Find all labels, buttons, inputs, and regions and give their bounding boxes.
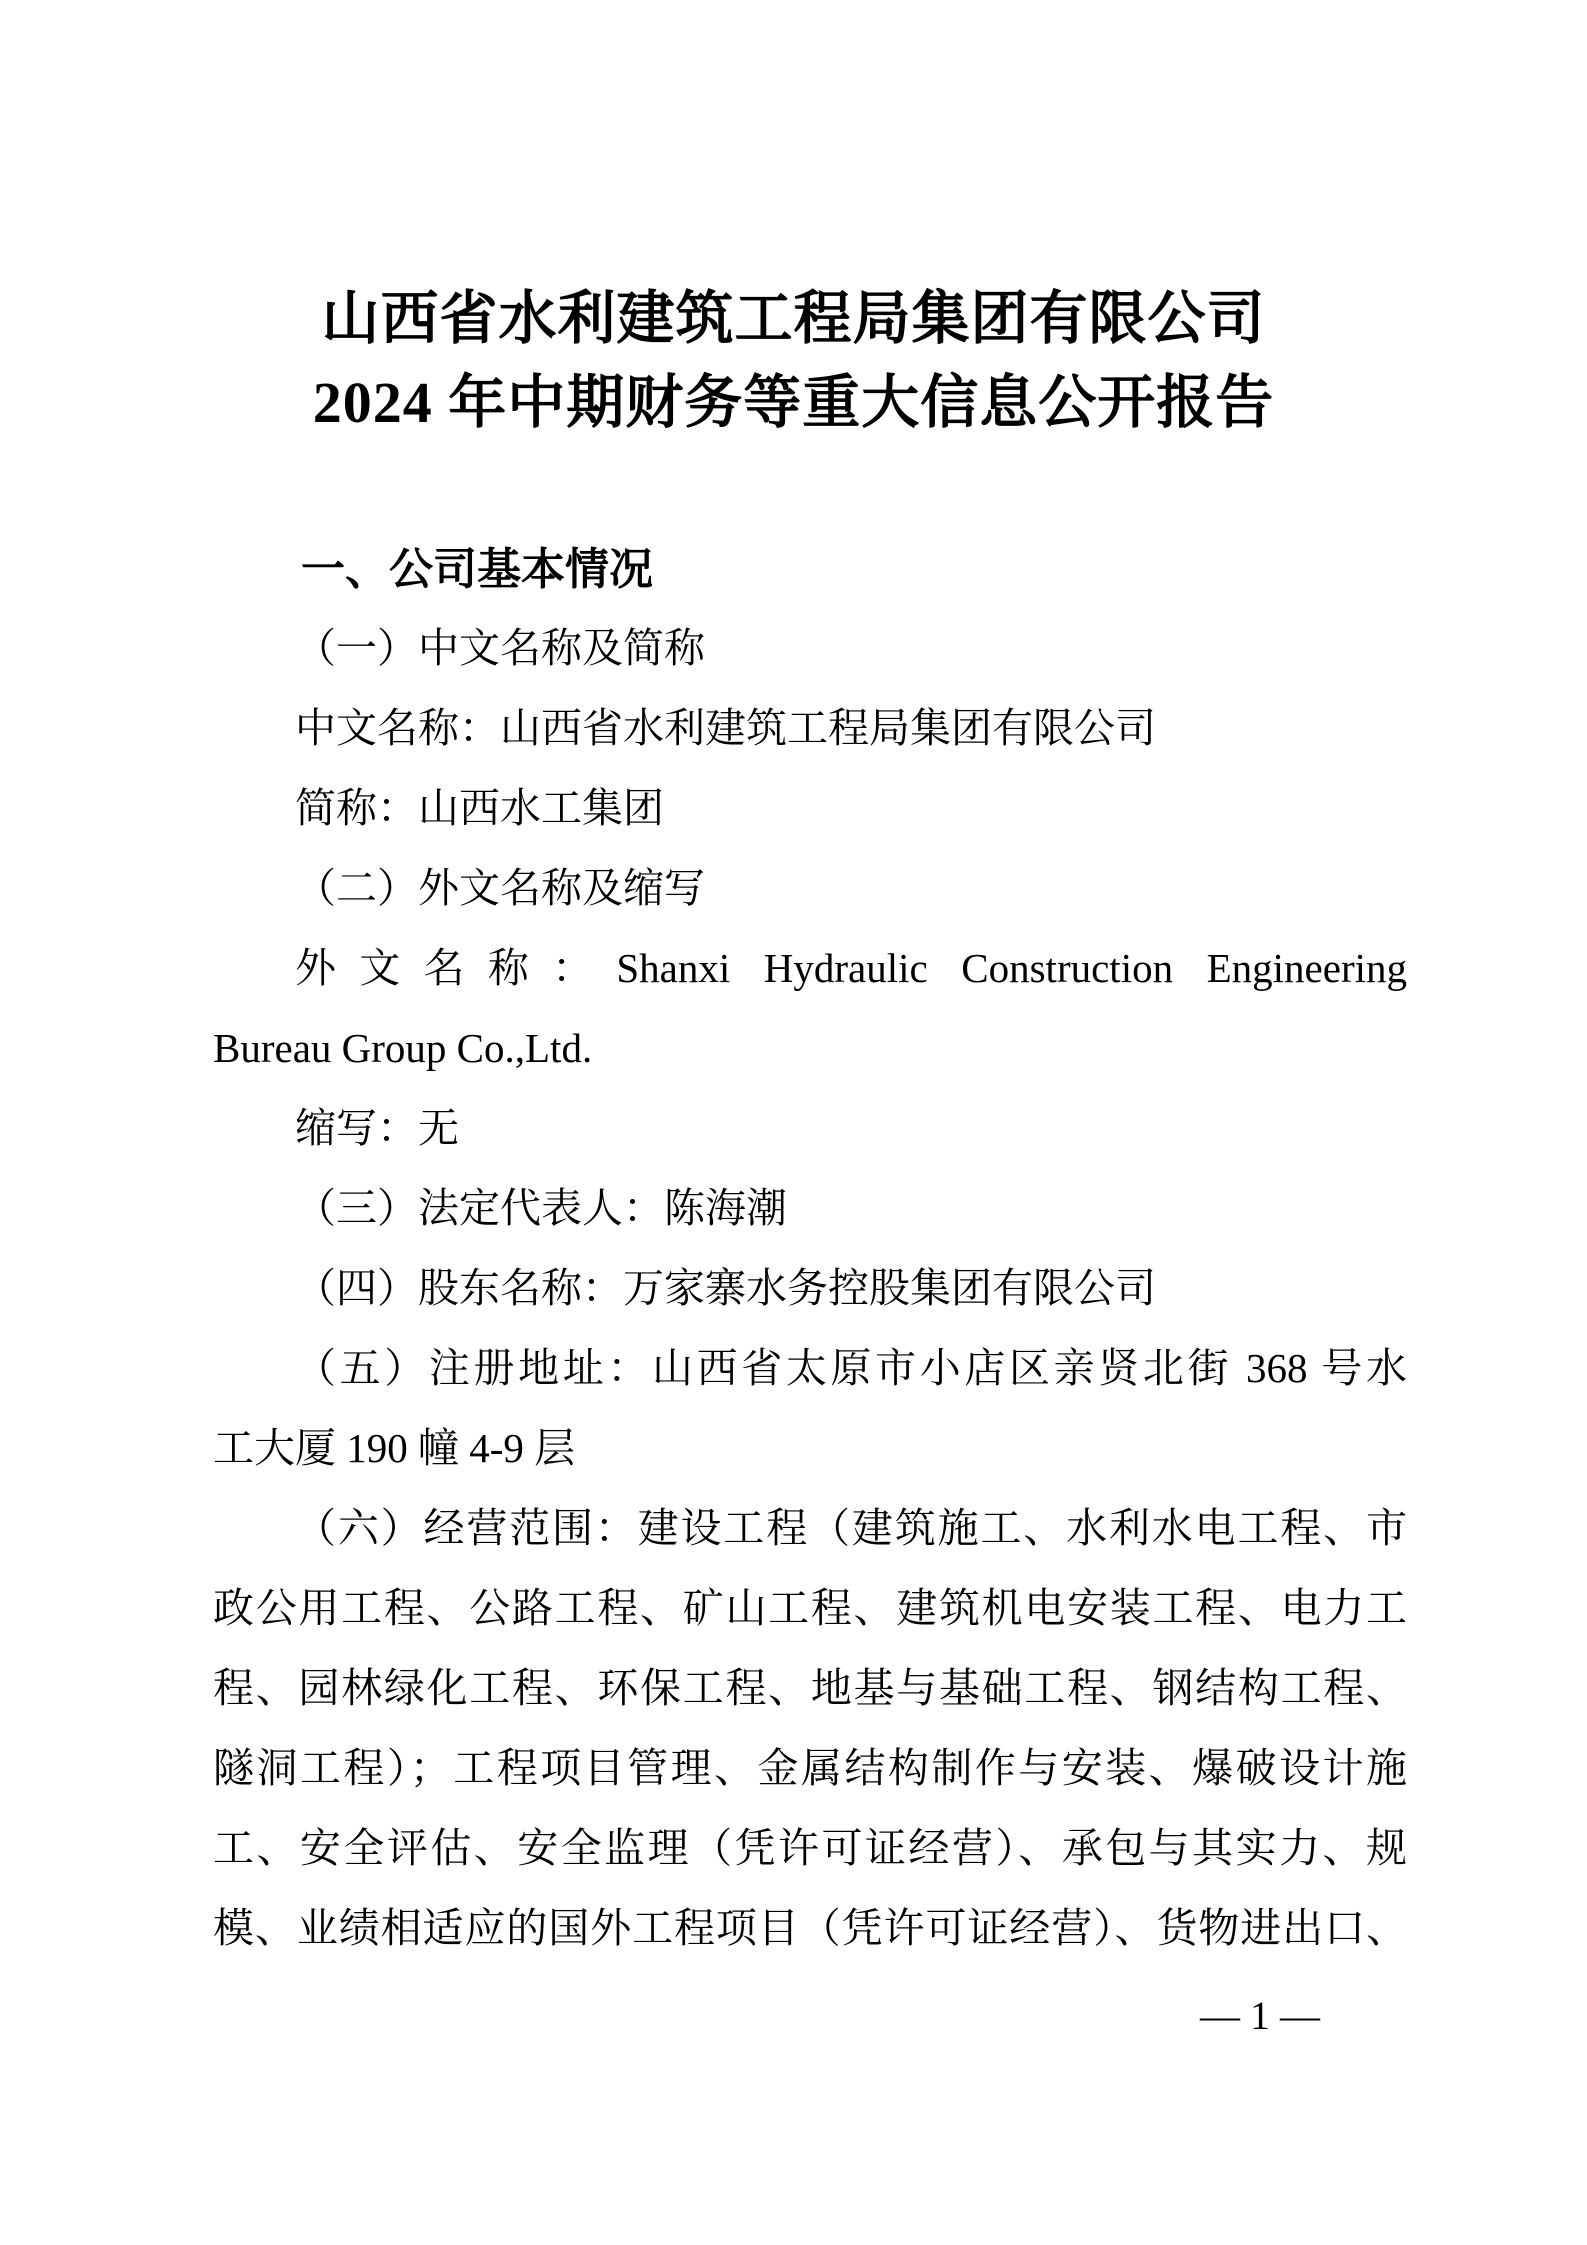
body-line: 模、业绩相适应的国外工程项目（凭许可证经营）、货物进出口、 (213, 1905, 1407, 1951)
document-title-line-2: 2024 年中期财务等重大信息公开报告 (312, 370, 1275, 435)
body-line: 中文名称：山西省水利建筑工程局集团有限公司 (295, 705, 1156, 751)
body-line: （六）经营范围：建设工程（建筑施工、水利水电工程、市 (295, 1505, 1407, 1551)
body-line: Bureau Group Co.,Ltd. (213, 1025, 593, 1071)
body-line: 工大厦 190 幢 4-9 层 (213, 1425, 576, 1471)
document-title-line-1: 山西省水利建筑工程局集团有限公司 (321, 286, 1266, 351)
body-line: （四）股东名称：万家寨水务控股集团有限公司 (295, 1265, 1156, 1311)
body-line: 程、园林绿化工程、环保工程、地基与基础工程、钢结构工程、 (213, 1665, 1407, 1711)
body-line: 隧洞工程）；工程项目管理、金属结构制作与安装、爆破设计施 (213, 1745, 1407, 1791)
body-line: 工、安全评估、安全监理（凭许可证经营）、承包与其实力、规 (213, 1825, 1407, 1871)
document-title (0, 277, 1587, 445)
section-heading: 一、公司基本情况 (301, 545, 653, 594)
body-line: （二）外文名称及缩写 (295, 865, 705, 911)
body-line: 政公用工程、公路工程、矿山工程、建筑机电安装工程、电力工 (213, 1585, 1407, 1631)
body-line: 外文名称：Shanxi Hydraulic Construction Engineering (295, 945, 1407, 991)
document-body (213, 608, 1407, 1968)
page-number: — 1 — (1200, 1993, 1320, 2038)
body-line: （一）中文名称及简称 (295, 625, 705, 671)
body-line: （五）注册地址：山西省太原市小店区亲贤北街 368 号水 (295, 1345, 1407, 1391)
body-line: 缩写：无 (295, 1105, 459, 1151)
body-line: （三）法定代表人：陈海潮 (295, 1185, 787, 1231)
body-line: 简称：山西水工集团 (295, 785, 664, 831)
